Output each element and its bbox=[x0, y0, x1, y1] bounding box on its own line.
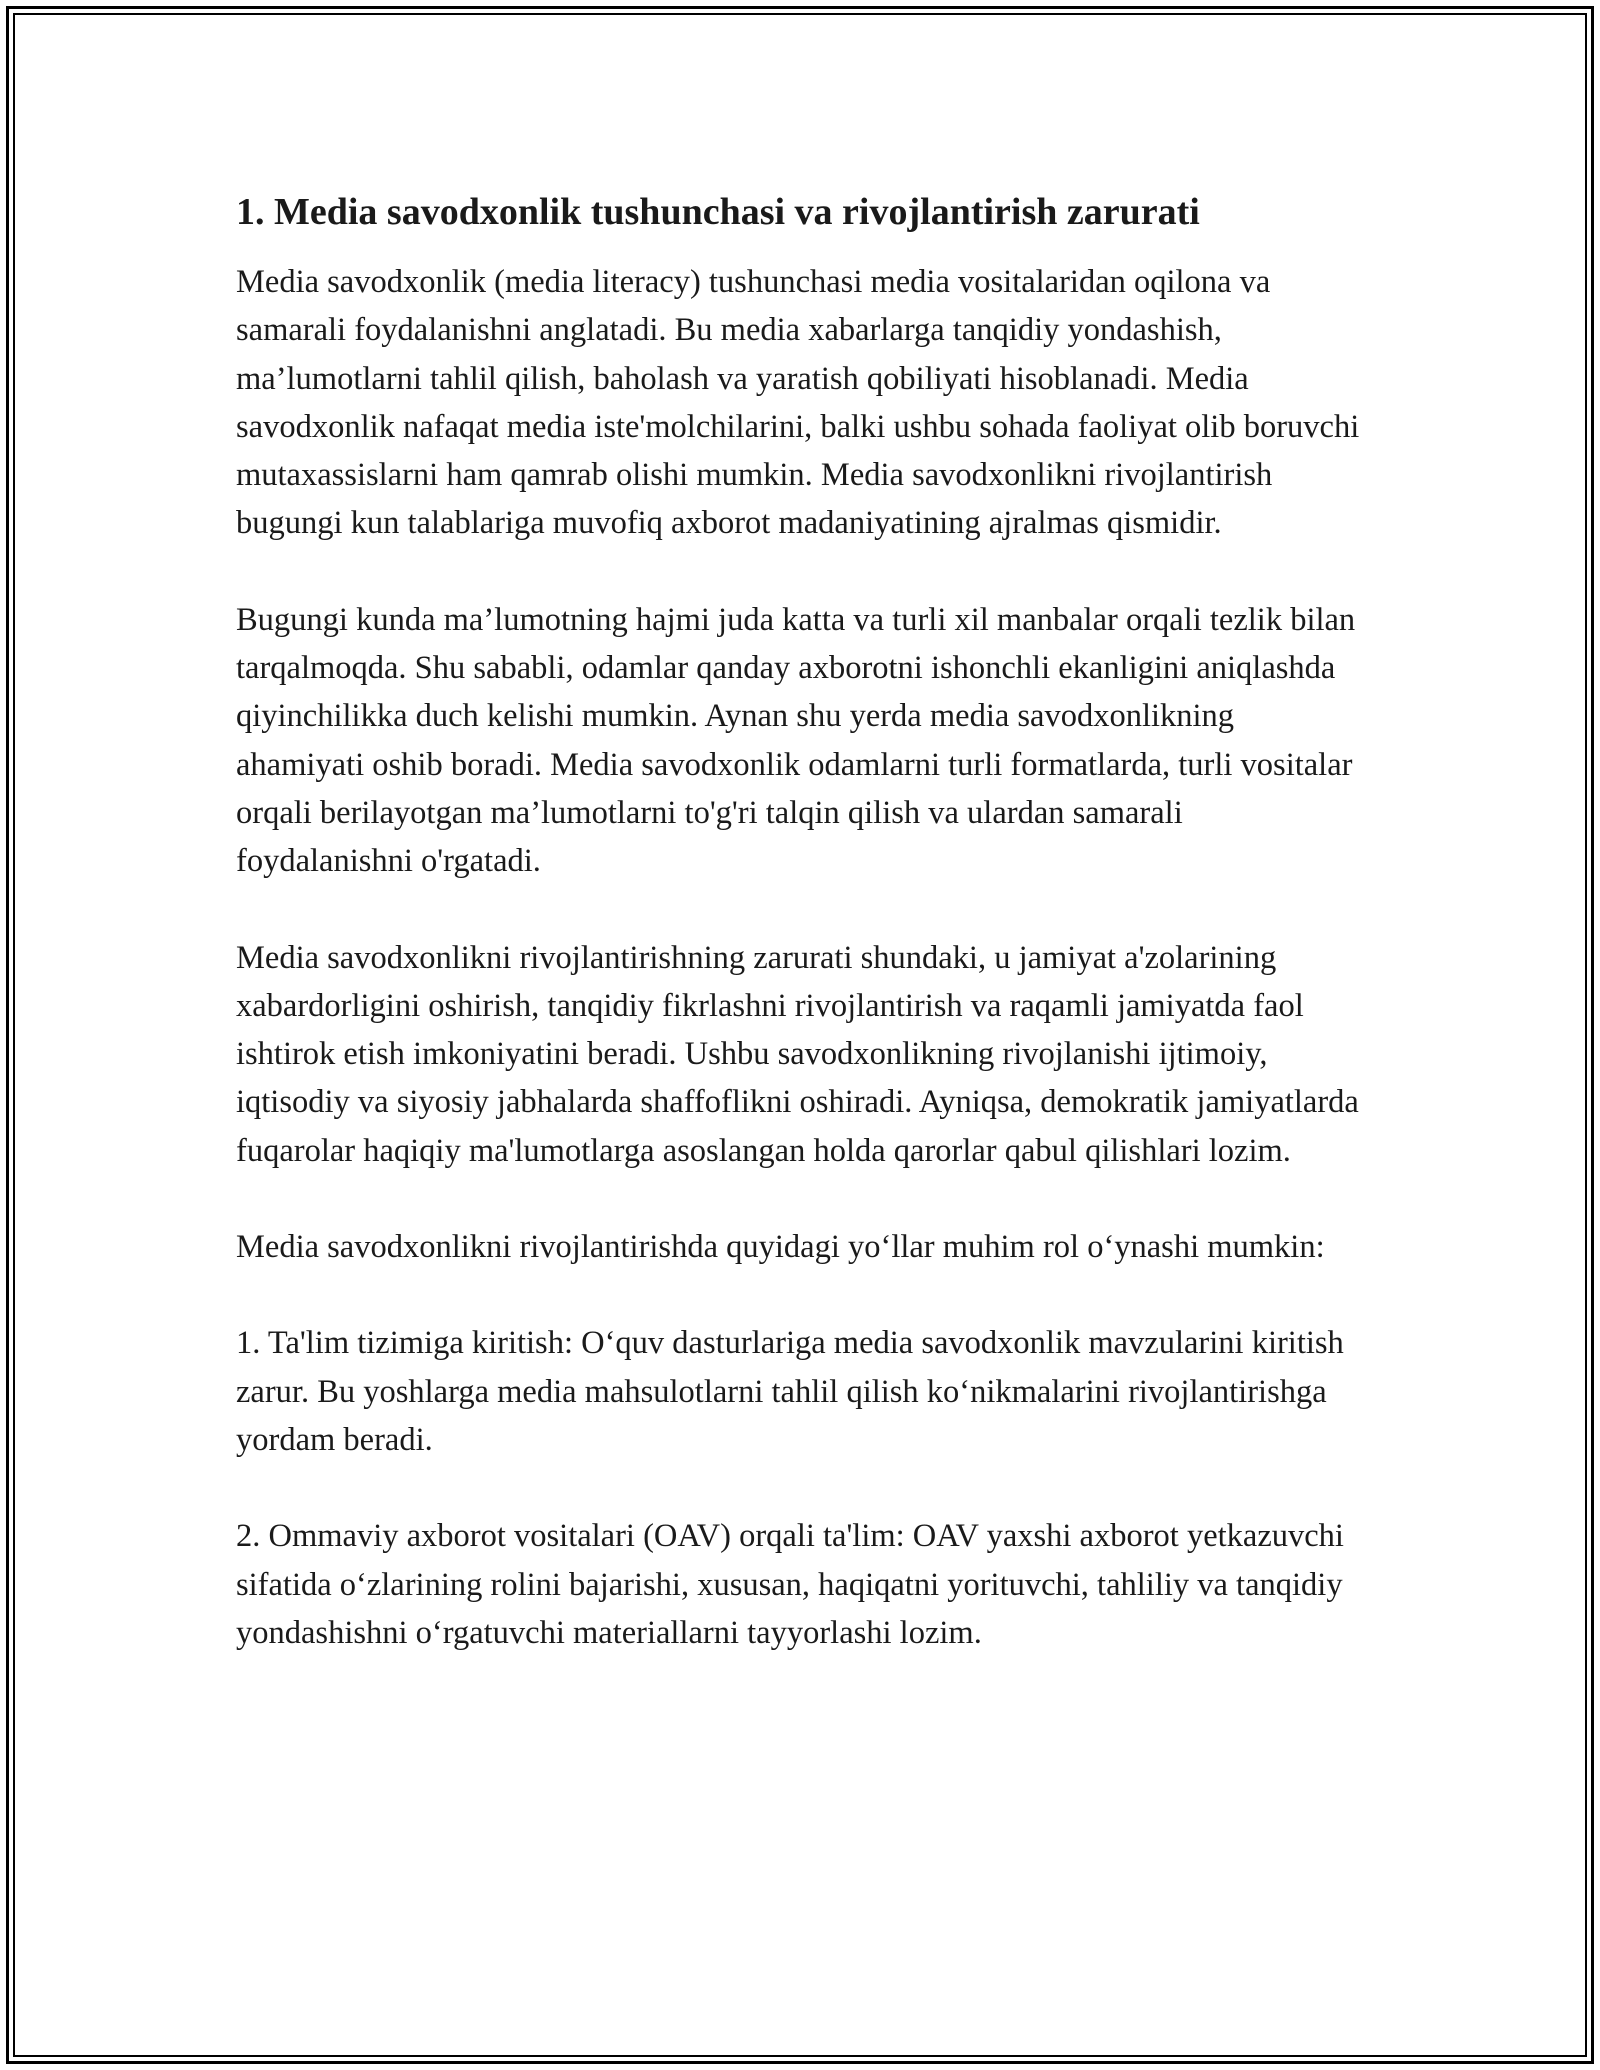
paragraph-definition: Media savodxonlik (media literacy) tushunchasi media vositalaridan oqilona va samarali foydalanishni anglatadi. Bu media xabarlarga tanqidiy yondashish, ma’lumotlarni tahlil qilish, baholash va yaratish qobiliyati hisoblanadi. Media savodxonlik nafaqat media iste'molchilarini, balki ushbu sohada faoliyat olib boruvchi mutaxassislarni ham qamrab olishi mumkin. Media savodxonlikni rivojlantirish bugungi kun talablariga muvofiq axborot madaniyatining ajralmas qismidir. bbox=[236, 264, 1360, 542]
document-body bbox=[236, 188, 1366, 1705]
paragraph-ways-intro: Media savodxonlikni rivojlantirishda quyidagi yo‘llar muhim rol o‘ynashi mumkin: bbox=[236, 1229, 1325, 1266]
list-item-mass-media: 2. Ommaviy axborot vositalari (OAV) orqali ta'lim: OAV yaxshi axborot yetkazuvchi sifatida o‘zlarining rolini bajarishi, xususan, haqiqatni yorituvchi, tahliliy va tanqidiy yondashishni o‘rgatuvchi materiallarni tayyorlashi lozim. bbox=[236, 1518, 1344, 1651]
paragraph-necessity: Media savodxonlikni rivojlantirishning zarurati shundaki, u jamiyat a'zolarining xabardorligini oshirish, tanqidiy fikrlashni rivojlantirish va raqamli jamiyatda faol ishtirok etish imkoniyatini beradi. Ushbu savodxonlikning rivojlanishi ijtimoiy, iqtisodiy va siyosiy jabhalarda shaffoflikni oshiradi. Ayniqsa, demokratik jamiyatlarda fuqarolar haqiqiy ma'lumotlarga asoslangan holda qarorlar qabul qilishlari lozim. bbox=[236, 939, 1359, 1169]
list-item-education-system: 1. Ta'lim tizimiga kiritish: O‘quv dasturlariga media savodxonlik mavzularini kiritish zarur. Bu yoshlarga media mahsulotlarni tahlil qilish ko‘nikmalarini rivojlantirishga yordam beradi. bbox=[236, 1325, 1344, 1458]
paragraph-information-volume: Bugungi kunda ma’lumotning hajmi juda katta va turli xil manbalar orqali tezlik bilan tarqalmoqda. Shu sababli, odamlar qanday axborotni ishonchli ekanligini aniqlashda qiyinchilikka duch kelishi mumkin. Aynan shu yerda media savodxonlikning ahamiyati oshib boradi. Media savodxonlik odamlarni turli formatlarda, turli vositalar orqali berilayotgan ma’lumotlarni to'g'ri talqin qilish va ulardan samarali foydalanishni o'rgatadi. bbox=[236, 601, 1356, 880]
section-heading: 1. Media savodxonlik tushunchasi va rivojlantirish zarurati bbox=[236, 191, 1200, 233]
